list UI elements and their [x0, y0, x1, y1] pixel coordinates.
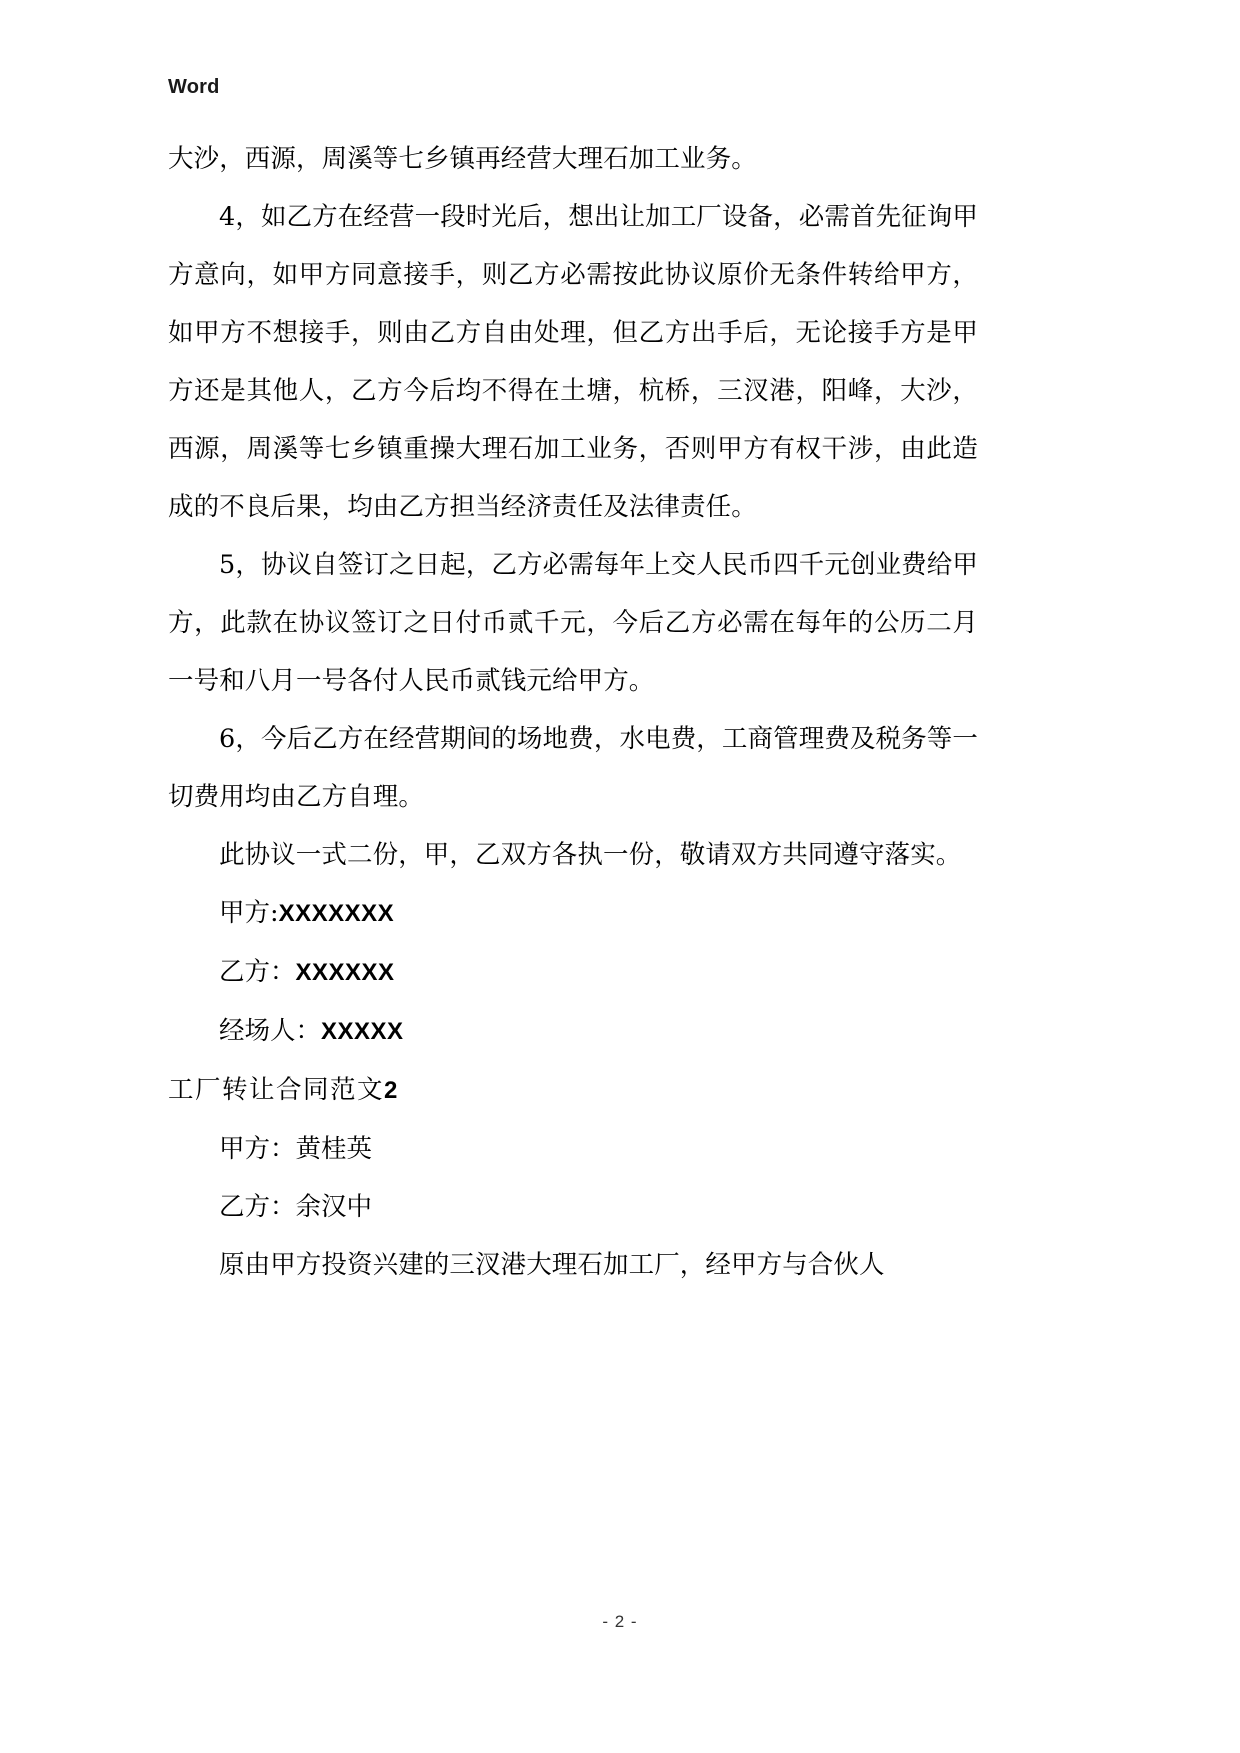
paragraph-clause-4: 4，如乙方在经营一段时光后，想出让加工厂设备，必需首先征询甲方意向，如甲方同意接手，则乙方必需按此协议原价无条件转给甲方，如甲方不想接手，则由乙方自由处理，但乙方出手后，无论接手方是甲方还是其他人，乙方今后均不得在土塘，杭桥，三汊港，阳峰，大沙，西源，周溪等七乡镇重操大理石加工业务，否则甲方有权干涉，由此造成的不良后果，均由乙方担当经济责任及法律责任。: [168, 202, 978, 522]
signature-label-party-a-1: 甲方:: [219, 898, 279, 928]
signature-line-party-a-2: [168, 1120, 978, 1178]
paragraph-origin: 原由甲方投资兴建的三汊港大理石加工厂，经甲方与合伙人: [219, 1250, 885, 1280]
signature-label-party-a-2: 甲方：: [219, 1134, 296, 1164]
paragraph-clause-5: 5，协议自签订之日起，乙方必需每年上交人民币四千元创业费给甲方，此款在协议签订之日付币贰千元，今后乙方必需在每年的公历二月一号和八月一号各付人民币贰钱元给甲方。: [168, 550, 978, 696]
signature-line-agent: [168, 1002, 978, 1061]
paragraph-continued: 大沙，西源，周溪等七乡镇再经营大理石加工业务。: [168, 144, 757, 174]
signature-label-party-b-1: 乙方：: [219, 957, 296, 987]
page-number-footer: - 2 -: [602, 1612, 638, 1631]
signature-value-agent: XXXXX: [321, 1018, 404, 1045]
signature-value-party-a-1: XXXXXXX: [278, 900, 395, 927]
signature-value-party-b-1: XXXXXX: [295, 959, 395, 986]
signature-line-party-b-2: [168, 1178, 978, 1236]
signature-label-party-b-2: 乙方：: [219, 1192, 296, 1222]
signature-value-party-b-2: 余汉中: [295, 1192, 373, 1222]
paragraph-clause-6: 6，今后乙方在经营期间的场地费，水电费，工商管理费及税务等一切费用均由乙方自理。: [168, 724, 978, 812]
paragraph-closing: 此协议一式二份，甲，乙双方各执一份，敬请双方共同遵守落实。: [219, 840, 962, 870]
signature-line-party-a-1: [168, 884, 978, 943]
signature-line-party-b-1: [168, 943, 978, 1002]
signature-value-party-a-2: 黄桂英: [295, 1134, 373, 1164]
section-heading-sample-2: [168, 1061, 978, 1120]
word-header-label: Word: [168, 76, 220, 98]
document-body: [168, 130, 978, 1294]
section-heading-number: 2: [384, 1077, 398, 1104]
section-heading-title: 工厂转让合同范文: [168, 1075, 385, 1105]
signature-label-agent: 经场人：: [219, 1016, 322, 1046]
